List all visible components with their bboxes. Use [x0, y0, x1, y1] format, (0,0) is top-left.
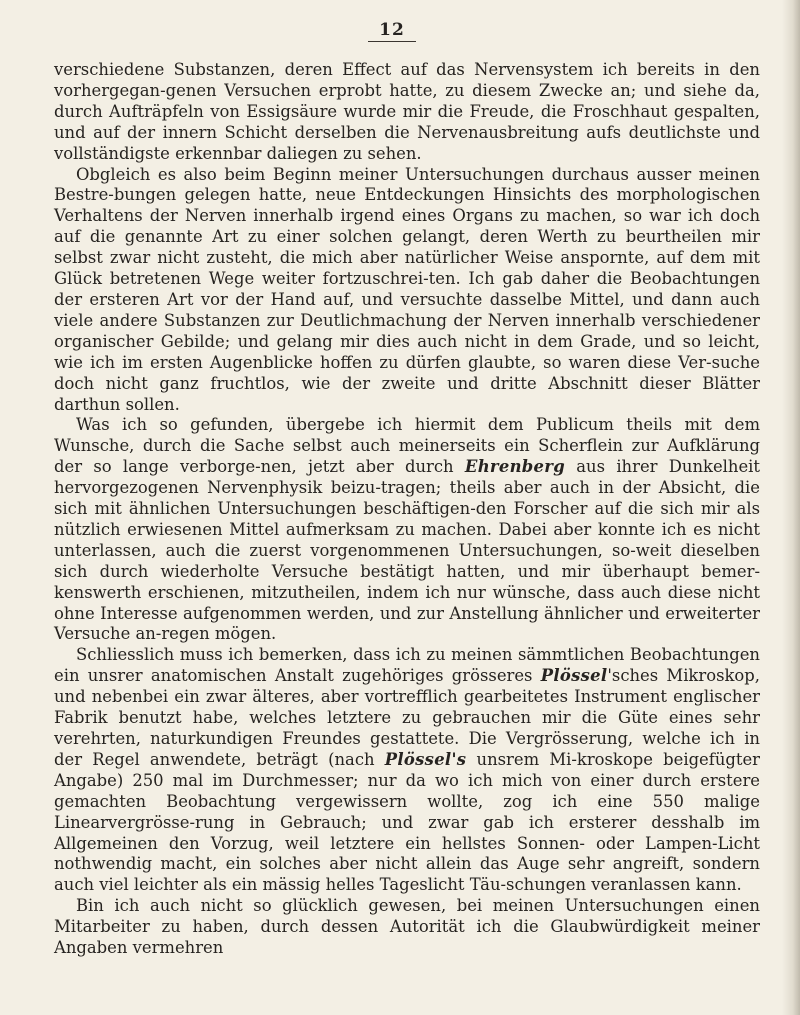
- paragraph-text: Was ich so gefunden, übergebe ich hiermit dem Publicum theils mit dem Wunsche, durch die Sache selbst auch meinerseits ein Scherflein zur Aufklärung der so lange verborge-nen, jetzt aber durch: [54, 415, 760, 477]
- page-number: 12: [368, 20, 416, 42]
- emphasized-name: Plössel: [540, 666, 608, 686]
- paragraph-text: aus ihrer Dunkelheit hervorgezogenen Nervenphysik beizu-tragen; theils aber auch in der Absicht, die sich mit ähnlichen Untersuchungen beschäftigen-den Forscher auf die sich mir als nützlich erwiesenen Mittel aufmerksam zu machen. Dabei aber konnte ich es nicht unterlassen, auch die zuerst vorgenommenen Untersuchungen, so-weit dieselben sich durch wiederholte Versuche bestätigt hatten, und mir überhaupt bemer-kenswerth erschienen, mitzutheilen, indem ich nur wünsche, dass auch diese nicht ohne Interesse aufgenommen werden, und zur Anstellung ähnlicher und erweiterter Versuche an-regen mögen.: [54, 457, 760, 644]
- paragraph-text: unsrem Mi-kroskope beigefügter Angabe) 250 mal im Durchmesser; nur da wo ich mich von einer durch erstere gemachten Beobachtung vergewissern wollte, zog ich eine 550 malige Linearvergrösse-rung in Gebrauch; und zwar gab ich ersterer desshalb im Allgemeinen den Vorzug, weil letztere ein hellstes Sonnen- oder Lampen-Licht nothwendig macht, ein solches aber nicht allein das Auge sehr angreift, sondern auch viel leichter als ein mässig helles Tageslicht Täu-schungen veranlassen kann.: [54, 749, 760, 895]
- paragraph: [54, 896, 760, 959]
- paragraph: [54, 165, 760, 416]
- page-edge-shadow: [782, 0, 800, 1015]
- paragraph-text: Obgleich es also beim Beginn meiner Untersuchungen durchaus ausser meinen Bestre-bungen gelegen hatte, neue Entdeckungen Hinsichts des morphologischen Verhaltens der Nerven innerhalb irgend eines Organs zu machen, so war ich doch auf die genannte Art zu einer solchen gelangt, deren Werth zu beurtheilen mir selbst zwar nicht zusteht, die mich aber natürlicher Weise anspornte, auf dem mit Glück betretenen Wege weiter fortzuschrei-ten. Ich gab daher die Beobachtungen der ersteren Art vor der Hand auf, und versuchte dasselbe Mittel, und dann auch viele andere Substanzen zur Deutlichmachung der Nerven innerhalb verschiedener organischer Gebilde; und gelang mir dies auch nicht in dem Grade, und so leicht, wie ich im ersten Augenblicke hoffen zu dürfen glaubte, so waren diese Ver-suche doch nicht ganz fruchtlos, wie der zweite und dritte Abschnitt dieser Blätter darthun sollen.: [54, 164, 760, 414]
- paragraph: [54, 645, 760, 896]
- body-text: [54, 60, 760, 959]
- paragraph-text: verschiedene Substanzen, deren Effect auf das Nervensystem ich bereits in den vorhergegan-genen Versuchen erprobt hatte, zu diesem Zwecke an; und siehe da, durch Aufträpfeln von Essigsäure wurde mir die Freude, die Froschhaut gespalten, und auf der innern Schicht derselben die Nervenausbreitung aufs deutlichste und vollständigste erkennbar daliegen zu sehen.: [54, 60, 760, 163]
- paragraph-text: 'sches Mikroskop, und nebenbei ein zwar älteres, aber vortrefflich gearbeitetes Instrument englischer Fabrik benutzt habe, welches letztere zu gebrauchen mir die Güte eines sehr verehrten, naturkundigen Freundes gestattete. Die Vergrösserung, welche ich in der Regel anwendete, beträgt (nach: [54, 666, 760, 769]
- emphasized-name: Ehrenberg: [464, 457, 565, 477]
- emphasized-name: Plössel's: [384, 749, 467, 769]
- paragraph-text: Schliesslich muss ich bemerken, dass ich zu meinen sämmtlichen Beobachtungen ein unsrer anatomischen Anstalt zugehöriges grösseres: [54, 645, 760, 686]
- paragraph: [54, 415, 760, 645]
- paragraph-text: Bin ich auch nicht so glücklich gewesen, bei meinen Untersuchungen einen Mitarbeiter zu haben, durch dessen Autorität ich die Glaubwürdigkeit meiner Angaben vermehren: [54, 896, 760, 958]
- paragraph: [54, 60, 760, 165]
